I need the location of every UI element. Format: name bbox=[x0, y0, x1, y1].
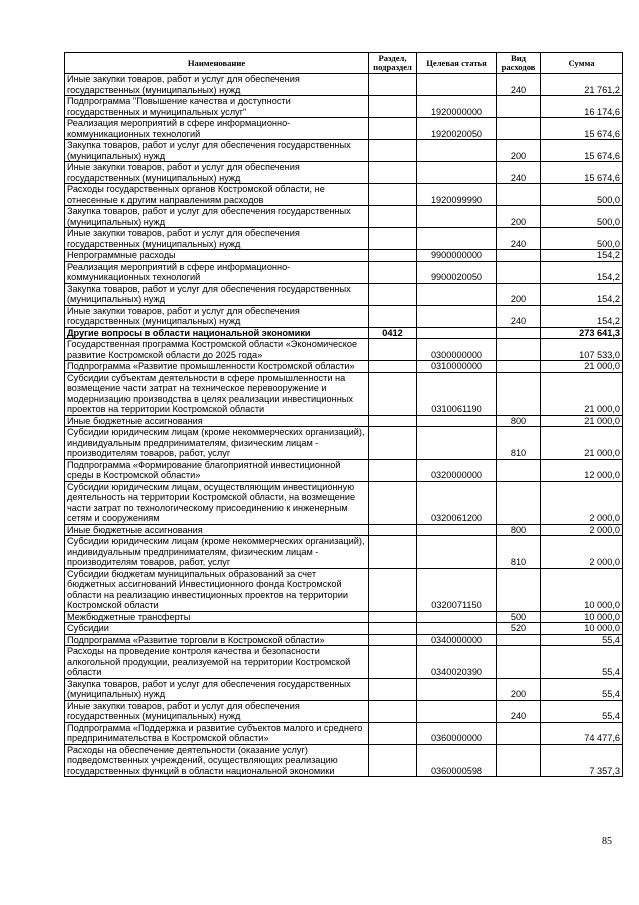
cell-name: Закупка товаров, работ и услуг для обеспечения государственных (муниципальных) нужд bbox=[65, 678, 369, 700]
cell-sum: 500,0 bbox=[541, 228, 623, 250]
cell-expense-type bbox=[497, 744, 541, 777]
cell-name: Подпрограмма «Развитие промышленности Костромской области» bbox=[65, 361, 369, 373]
cell-section bbox=[369, 361, 417, 373]
cell-target bbox=[417, 415, 497, 427]
cell-name: Реализация мероприятий в сфере информационно-коммуникационных технологий bbox=[65, 261, 369, 283]
table-row bbox=[65, 536, 623, 569]
header-section: Раздел, подраздел bbox=[369, 53, 417, 74]
cell-name: Субсидии бюджетам муниципальных образований за счет бюджетных ассигнований Инвестиционного фонда Костромской области на реализацию инвестиционных проектов на территории Костромской области bbox=[65, 568, 369, 611]
table-row bbox=[65, 283, 623, 305]
table-row bbox=[65, 427, 623, 460]
table-row bbox=[65, 678, 623, 700]
cell-section bbox=[369, 372, 417, 415]
cell-expense-type: 240 bbox=[497, 162, 541, 184]
cell-target: 0360000000 bbox=[417, 722, 497, 744]
cell-target bbox=[417, 74, 497, 96]
table-row bbox=[65, 327, 623, 339]
cell-target: 0320061200 bbox=[417, 481, 497, 524]
cell-section bbox=[369, 228, 417, 250]
cell-section bbox=[369, 283, 417, 305]
cell-expense-type bbox=[497, 646, 541, 679]
cell-expense-type bbox=[497, 184, 541, 206]
cell-section bbox=[369, 427, 417, 460]
cell-section bbox=[369, 96, 417, 118]
cell-name: Другие вопросы в области национальной экономики bbox=[65, 327, 369, 339]
cell-target bbox=[417, 623, 497, 635]
cell-target: 0310061190 bbox=[417, 372, 497, 415]
cell-target bbox=[417, 536, 497, 569]
cell-section bbox=[369, 623, 417, 635]
cell-expense-type: 240 bbox=[497, 305, 541, 327]
cell-section bbox=[369, 140, 417, 162]
cell-name: Закупка товаров, работ и услуг для обеспечения государственных (муниципальных) нужд bbox=[65, 140, 369, 162]
table-row bbox=[65, 118, 623, 140]
cell-target: 0360000598 bbox=[417, 744, 497, 777]
cell-section bbox=[369, 481, 417, 524]
cell-sum: 107 533,0 bbox=[541, 339, 623, 361]
cell-section bbox=[369, 184, 417, 206]
cell-sum: 500,0 bbox=[541, 184, 623, 206]
header-expense-type: Вид расходов bbox=[497, 53, 541, 74]
table-row bbox=[65, 524, 623, 536]
cell-name: Иные закупки товаров, работ и услуг для обеспечения государственных (муниципальных) нужд bbox=[65, 74, 369, 96]
cell-name: Закупка товаров, работ и услуг для обеспечения государственных (муниципальных) нужд bbox=[65, 283, 369, 305]
cell-target: 0300000000 bbox=[417, 339, 497, 361]
cell-expense-type bbox=[497, 722, 541, 744]
cell-section bbox=[369, 700, 417, 722]
cell-sum: 21 000,0 bbox=[541, 415, 623, 427]
header-sum: Сумма bbox=[541, 53, 623, 74]
cell-target: 0340000000 bbox=[417, 634, 497, 646]
cell-target bbox=[417, 162, 497, 184]
cell-section bbox=[369, 611, 417, 623]
table-row bbox=[65, 184, 623, 206]
cell-sum: 273 641,3 bbox=[541, 327, 623, 339]
table-row bbox=[65, 700, 623, 722]
cell-section bbox=[369, 162, 417, 184]
cell-name: Иные бюджетные ассигнования bbox=[65, 415, 369, 427]
cell-sum: 15 674,6 bbox=[541, 118, 623, 140]
cell-name: Подпрограмма «Формирование благоприятной инвестиционной среды в Костромской области» bbox=[65, 459, 369, 481]
table-body bbox=[65, 74, 623, 777]
cell-section bbox=[369, 722, 417, 744]
cell-section bbox=[369, 568, 417, 611]
table-header-row bbox=[65, 53, 623, 74]
cell-expense-type: 800 bbox=[497, 524, 541, 536]
cell-sum: 154,2 bbox=[541, 261, 623, 283]
cell-name: Иные закупки товаров, работ и услуг для обеспечения государственных (муниципальных) нужд bbox=[65, 162, 369, 184]
cell-name: Расходы на проведение контроля качества и безопасности алкогольной продукции, реализуемой на территории Костромской области bbox=[65, 646, 369, 679]
cell-expense-type: 520 bbox=[497, 623, 541, 635]
cell-target bbox=[417, 228, 497, 250]
cell-section bbox=[369, 536, 417, 569]
cell-sum: 55,4 bbox=[541, 634, 623, 646]
cell-sum: 2 000,0 bbox=[541, 536, 623, 569]
cell-expense-type: 240 bbox=[497, 228, 541, 250]
cell-expense-type: 240 bbox=[497, 700, 541, 722]
table-row bbox=[65, 140, 623, 162]
cell-name: Иные закупки товаров, работ и услуг для обеспечения государственных (муниципальных) нужд bbox=[65, 700, 369, 722]
header-target: Целевая статья bbox=[417, 53, 497, 74]
cell-target bbox=[417, 524, 497, 536]
cell-sum: 2 000,0 bbox=[541, 481, 623, 524]
cell-target bbox=[417, 140, 497, 162]
cell-section bbox=[369, 261, 417, 283]
cell-name: Подпрограмма «Поддержка и развитие субъектов малого и среднего предпринимательства в Костромской области» bbox=[65, 722, 369, 744]
cell-sum: 21 761,2 bbox=[541, 74, 623, 96]
table-row bbox=[65, 634, 623, 646]
cell-expense-type: 200 bbox=[497, 206, 541, 228]
table-row bbox=[65, 228, 623, 250]
cell-name: Субсидии юридическим лицам (кроме некоммерческих организаций), индивидуальным предпринимателям, физическим лицам - производителям товаров, работ, услуг bbox=[65, 427, 369, 460]
cell-target: 1920020050 bbox=[417, 118, 497, 140]
cell-name: Иные бюджетные ассигнования bbox=[65, 524, 369, 536]
cell-expense-type bbox=[497, 118, 541, 140]
table-row bbox=[65, 744, 623, 777]
cell-sum: 55,4 bbox=[541, 700, 623, 722]
cell-sum: 21 000,0 bbox=[541, 427, 623, 460]
cell-target: 9900000000 bbox=[417, 250, 497, 262]
cell-expense-type: 810 bbox=[497, 536, 541, 569]
cell-expense-type: 200 bbox=[497, 283, 541, 305]
cell-section bbox=[369, 250, 417, 262]
cell-expense-type: 240 bbox=[497, 74, 541, 96]
cell-name: Субсидии юридическим лицам, осуществляющим инвестиционную деятельность на территории Костромской области, на возмещение части затрат по технологическому присоединению к инженерным сетям и сооружениям bbox=[65, 481, 369, 524]
cell-target: 9900020050 bbox=[417, 261, 497, 283]
cell-name: Иные закупки товаров, работ и услуг для обеспечения государственных (муниципальных) нужд bbox=[65, 305, 369, 327]
cell-target bbox=[417, 700, 497, 722]
cell-target: 1920099990 bbox=[417, 184, 497, 206]
cell-expense-type bbox=[497, 568, 541, 611]
cell-sum: 154,2 bbox=[541, 305, 623, 327]
header-name: Наименование bbox=[65, 53, 369, 74]
cell-section: 0412 bbox=[369, 327, 417, 339]
cell-expense-type bbox=[497, 481, 541, 524]
cell-sum: 74 477,6 bbox=[541, 722, 623, 744]
cell-section bbox=[369, 305, 417, 327]
cell-section bbox=[369, 459, 417, 481]
table-row bbox=[65, 162, 623, 184]
cell-sum: 12 000,0 bbox=[541, 459, 623, 481]
cell-sum: 7 357,3 bbox=[541, 744, 623, 777]
cell-name: Подпрограмма "Повышение качества и доступности государственных и муниципальных услуг" bbox=[65, 96, 369, 118]
cell-target: 0320000000 bbox=[417, 459, 497, 481]
cell-section bbox=[369, 339, 417, 361]
table-row bbox=[65, 206, 623, 228]
cell-expense-type bbox=[497, 634, 541, 646]
cell-target bbox=[417, 206, 497, 228]
cell-target: 0310000000 bbox=[417, 361, 497, 373]
cell-name: Закупка товаров, работ и услуг для обеспечения государственных (муниципальных) нужд bbox=[65, 206, 369, 228]
page-number: 85 bbox=[602, 836, 612, 847]
cell-sum: 2 000,0 bbox=[541, 524, 623, 536]
cell-expense-type bbox=[497, 361, 541, 373]
table-row bbox=[65, 305, 623, 327]
table-row bbox=[65, 623, 623, 635]
cell-sum: 15 674,6 bbox=[541, 140, 623, 162]
table-row bbox=[65, 339, 623, 361]
table-row bbox=[65, 74, 623, 96]
cell-expense-type: 800 bbox=[497, 415, 541, 427]
cell-sum: 15 674,6 bbox=[541, 162, 623, 184]
cell-name: Государственная программа Костромской области «Экономическое развитие Костромской области до 2025 года» bbox=[65, 339, 369, 361]
cell-sum: 55,4 bbox=[541, 678, 623, 700]
cell-target: 1920000000 bbox=[417, 96, 497, 118]
cell-sum: 154,2 bbox=[541, 283, 623, 305]
cell-expense-type bbox=[497, 261, 541, 283]
cell-sum: 154,2 bbox=[541, 250, 623, 262]
cell-name: Подпрограмма «Развитие торговли в Костромской области» bbox=[65, 634, 369, 646]
cell-name: Субсидии субъектам деятельности в сфере промышленности на возмещение части затрат на техническое перевооружение и модернизацию производства в целях реализации инвестиционных проектов на территории Костромской области bbox=[65, 372, 369, 415]
table-row bbox=[65, 481, 623, 524]
cell-name: Расходы государственных органов Костромской области, не отнесенные к другим направлениям расходов bbox=[65, 184, 369, 206]
cell-sum: 21 000,0 bbox=[541, 372, 623, 415]
cell-expense-type bbox=[497, 372, 541, 415]
cell-name: Непрограммные расходы bbox=[65, 250, 369, 262]
cell-target bbox=[417, 305, 497, 327]
cell-sum: 16 174,6 bbox=[541, 96, 623, 118]
cell-target bbox=[417, 611, 497, 623]
cell-target: 0340020390 bbox=[417, 646, 497, 679]
cell-target bbox=[417, 678, 497, 700]
table-row bbox=[65, 361, 623, 373]
cell-name: Субсидии юридическим лицам (кроме некоммерческих организаций), индивидуальным предпринимателям, физическим лицам - производителям товаров, работ, услуг bbox=[65, 536, 369, 569]
cell-section bbox=[369, 744, 417, 777]
cell-section bbox=[369, 524, 417, 536]
table-row bbox=[65, 250, 623, 262]
cell-expense-type bbox=[497, 250, 541, 262]
cell-section bbox=[369, 646, 417, 679]
cell-target bbox=[417, 427, 497, 460]
cell-expense-type: 200 bbox=[497, 678, 541, 700]
cell-expense-type bbox=[497, 327, 541, 339]
cell-sum: 500,0 bbox=[541, 206, 623, 228]
table-row bbox=[65, 415, 623, 427]
table-row bbox=[65, 646, 623, 679]
cell-expense-type bbox=[497, 96, 541, 118]
cell-sum: 55,4 bbox=[541, 646, 623, 679]
budget-table bbox=[64, 52, 623, 777]
cell-sum: 10 000,0 bbox=[541, 611, 623, 623]
cell-sum: 10 000,0 bbox=[541, 568, 623, 611]
cell-section bbox=[369, 415, 417, 427]
cell-name: Расходы на обеспечение деятельности (оказание услуг) подведомственных учреждений, осуществляющих реализацию государственных функций в области национальной экономики bbox=[65, 744, 369, 777]
cell-expense-type bbox=[497, 339, 541, 361]
table-row bbox=[65, 568, 623, 611]
cell-expense-type: 810 bbox=[497, 427, 541, 460]
table-row bbox=[65, 611, 623, 623]
cell-expense-type: 200 bbox=[497, 140, 541, 162]
cell-sum: 10 000,0 bbox=[541, 623, 623, 635]
cell-expense-type: 500 bbox=[497, 611, 541, 623]
cell-name: Субсидии bbox=[65, 623, 369, 635]
cell-name: Межбюджетные трансферты bbox=[65, 611, 369, 623]
cell-section bbox=[369, 206, 417, 228]
table-row bbox=[65, 459, 623, 481]
cell-name: Реализация мероприятий в сфере информационно-коммуникационных технологий bbox=[65, 118, 369, 140]
cell-section bbox=[369, 74, 417, 96]
table-row bbox=[65, 96, 623, 118]
cell-section bbox=[369, 118, 417, 140]
table-row bbox=[65, 372, 623, 415]
table-row bbox=[65, 261, 623, 283]
cell-expense-type bbox=[497, 459, 541, 481]
cell-section bbox=[369, 634, 417, 646]
cell-name: Иные закупки товаров, работ и услуг для обеспечения государственных (муниципальных) нужд bbox=[65, 228, 369, 250]
cell-target bbox=[417, 283, 497, 305]
cell-sum: 21 000,0 bbox=[541, 361, 623, 373]
cell-target: 0320071150 bbox=[417, 568, 497, 611]
cell-section bbox=[369, 678, 417, 700]
table-row bbox=[65, 722, 623, 744]
cell-target bbox=[417, 327, 497, 339]
